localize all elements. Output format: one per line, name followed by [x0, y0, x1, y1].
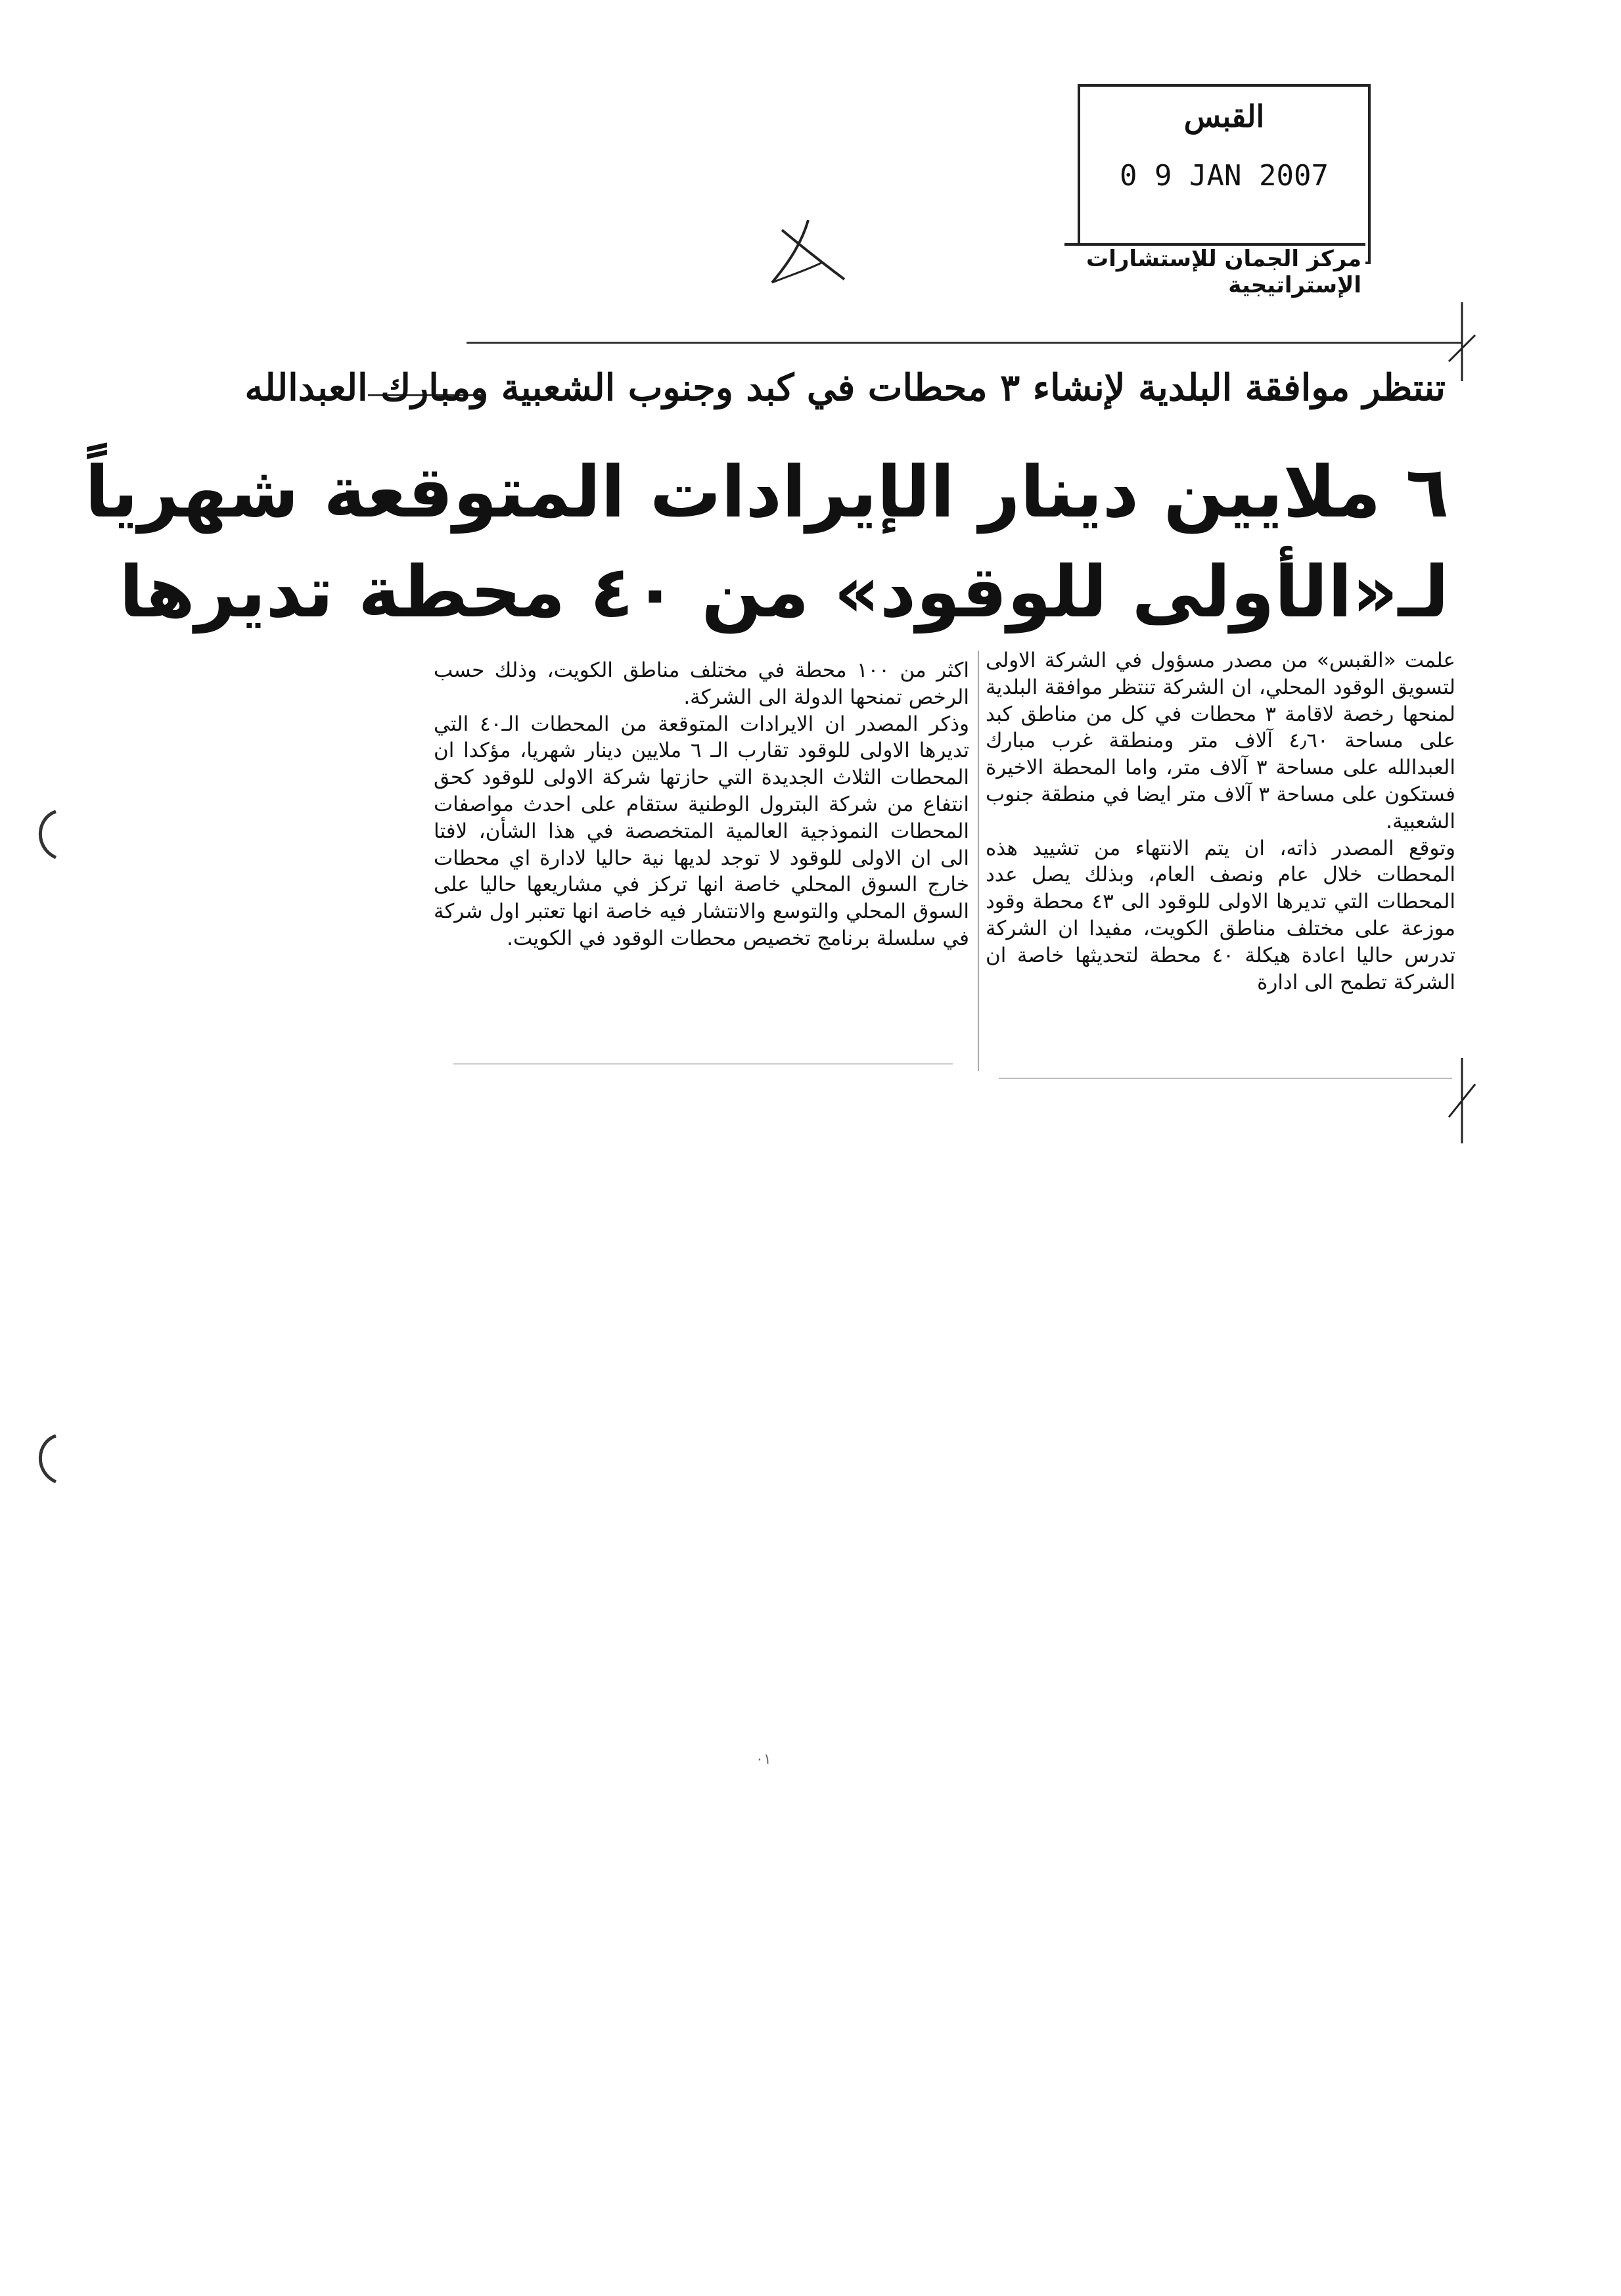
binder-hole-icon — [26, 808, 66, 861]
article-headline-line-1: ٦ ملايين دينار الإيرادات المتوقعة شهرياً — [85, 451, 1449, 534]
column-separator — [978, 651, 979, 1071]
article-headline-line-2: لـ«الأولى للوقود» من ٤٠ محطة تديرها — [119, 551, 1449, 633]
stamp-center-name: مركز الجمان للإستشارات الإستراتيجية — [1064, 243, 1365, 279]
stamp-newspaper-logo: القبس — [1183, 99, 1265, 134]
page-number: ٠١ — [756, 1751, 771, 1768]
handwritten-x-mark-icon — [762, 217, 861, 289]
article-top-rule — [467, 342, 1462, 344]
article-column-left — [434, 657, 969, 952]
article-subheadline: تنتظر موافقة البلدية لإنشاء ٣ محطات في كبد وجنوب الشعبية ومبارك العبدالله — [244, 366, 1446, 409]
article-column-right — [986, 647, 1455, 996]
article-paragraph: وذكر المصدر ان الايرادات المتوقعة من المحطات الـ٤٠ التي تديرها الاولى للوقود تقارب الـ ٦ ملايين دينار شهريا، مؤكدا ان المحطات الثلاث الجديدة التي حازتها شركة الاولى للوقود كحق انتفاع من شركة البترول الوطنية ستقام على احدث مواصفات المحطات النموذجية العالمية المتخصصة في هذا الشأن، لافتا الى ان الاولى للوقود لا توجد لديها نية حاليا لادارة اي محطات خارج السوق المحلي خاصة انها تركز في مشاريعها حاليا على السوق المحلي والتوسع والانتشار فيه خاصة انها تعتبر اول شركة في سلسلة برنامج تخصيص محطات الوقود في الكويت. — [434, 712, 969, 950]
article-paragraph: وتوقع المصدر ذاته، ان يتم الانتهاء من تشييد هذه المحطات خلال عام ونصف العام، وبذلك يصل عدد المحطات التي تديرها الاولى للوقود الى ٤٣ محطة وقود موزعة على مختلف مناطق الكويت، مفيدا ان الشركة تدرس حاليا اعادة هيكلة ٤٠ محطة لتحديثها خاصة ان الشركة تطمح الى ادارة — [986, 836, 1456, 994]
binder-hole-icon — [26, 1433, 66, 1485]
article-paragraph: اكثر من ١٠٠ محطة في مختلف مناطق الكويت، وذلك حسب الرخص تمنحها الدولة الى الشركة. — [434, 658, 969, 709]
stamp-date: 0 9 JAN 2007 — [1120, 159, 1329, 193]
article-paragraph: علمت «القبس» من مصدر مسؤول في الشركة الاولى لتسويق الوقود المحلي، ان الشركة تنتظر موافقة البلدية لمنحها رخصة لاقامة ٣ محطات في كل من مناطق كبد على مساحة ٤٫٦٠ آلاف متر ومنطقة غرب مبارك العبدالله على مساحة ٣ آلاف متر، واما المحطة الاخيرة فستكون على مساحة ٣ آلاف متر ايضا في منطقة جنوب الشعبية. — [986, 649, 1455, 833]
column-bottom-rule — [453, 1063, 953, 1065]
column-bottom-rule — [999, 1078, 1452, 1079]
newspaper-date-stamp — [1078, 84, 1371, 298]
